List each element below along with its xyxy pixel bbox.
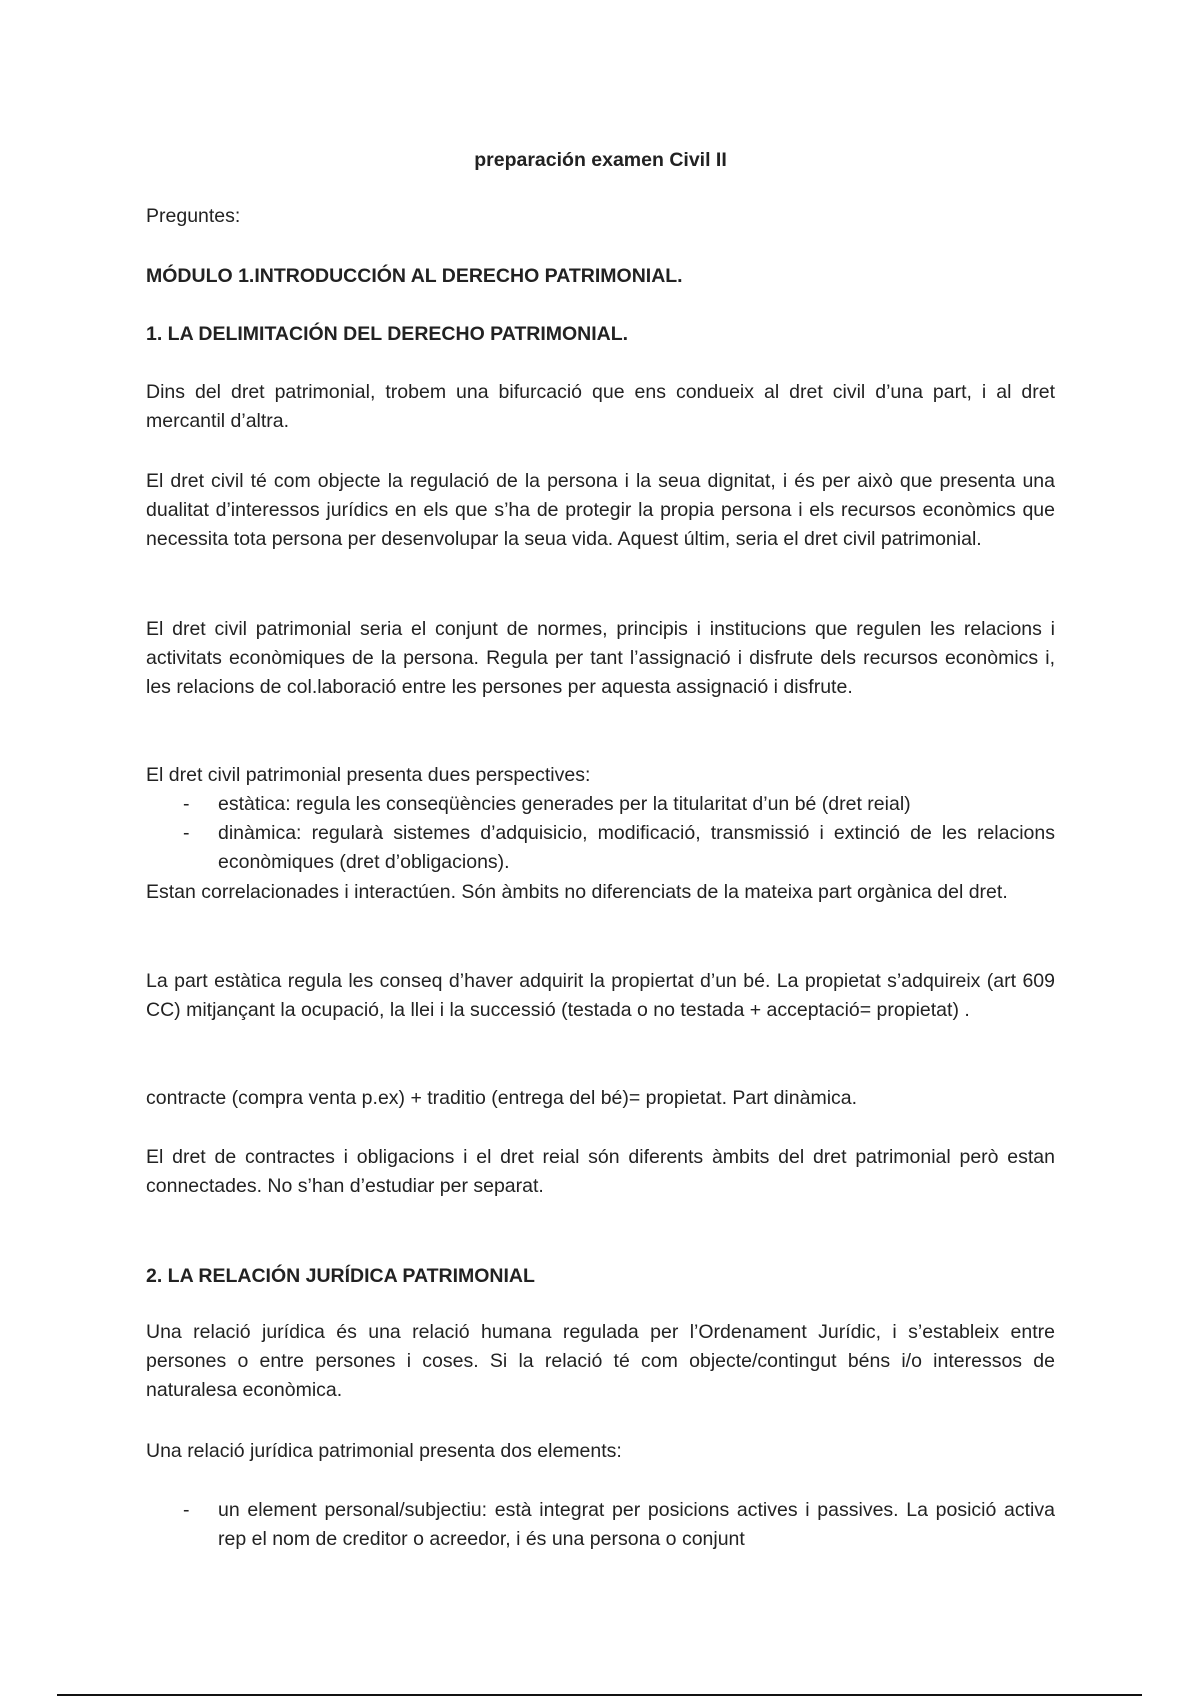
section-1-paragraph-5: La part estàtica regula les conseq d’haver adquirit la propiertat d’un bé. La propietat s’adquireix (art 609 CC) mitjançant la ocupació, la llei i la successió (testada o no testada + acceptació= propietat) .	[146, 970, 1055, 1022]
elements-list	[146, 1496, 1055, 1554]
perspectives-note: Estan correlacionades i interactúen. Són àmbits no diferenciats de la mateixa part orgànica del dret.	[146, 881, 1008, 903]
section-1-paragraph-6: contracte (compra venta p.ex) + traditio (entrega del bé)= propietat. Part dinàmica.	[146, 1087, 858, 1109]
list-item	[146, 1496, 1055, 1554]
bullet-dash: -	[183, 822, 190, 845]
list-item-text: dinàmica: regularà sistemes d’adquisicio, modificació, transmissió i extinció de les relacions econòmiques (dret d’obligacions).	[218, 822, 1055, 874]
list-item	[146, 790, 1055, 819]
list-item-text: un element personal/subjectiu: està integrat per posicions actives i passives. La posició activa rep el nom de creditor o acreedor, i és una persona o conjunt	[218, 1499, 1055, 1551]
section-1-paragraph-2: El dret civil té com objecte la regulació de la persona i la seua dignitat, i és per això que presenta una dualitat d’interessos jurídics en els que s’ha de protegir la propia persona i els recursos econòmics que necessita tota persona per desenvolupar la seua vida. Aquest últim, seria el dret civil patrimonial.	[146, 470, 1055, 551]
document-title: preparación examen Civil II	[474, 149, 727, 171]
list-item-text: estàtica: regula les conseqüències generades per la titularitat d’un bé (dret reial)	[218, 793, 911, 815]
list-item	[146, 819, 1055, 877]
section-1-paragraph-1: Dins del dret patrimonial, trobem una bifurcació que ens condueix al dret civil d’una part, i al dret mercantil d’altra.	[146, 381, 1055, 433]
page-bottom-rule	[57, 1694, 1142, 1696]
bullet-dash: -	[183, 793, 190, 815]
section-1-paragraph-3: El dret civil patrimonial seria el conjunt de normes, principis i institucions que regulen les relacions i activitats econòmiques de la persona. Regula per tant l’assignació i disfrute dels recursos econòmics i, les relacions de col.laboració entre les persones per aquesta assignació i disfrute.	[146, 618, 1055, 699]
perspectives-list	[146, 790, 1055, 878]
section-1-paragraph-7: El dret de contractes i obligacions i el dret reial són diferents àmbits del dret patrimonial però estan connectades. No s’han d’estudiar per separat.	[146, 1146, 1055, 1198]
section-2-heading: 2. LA RELACIÓN JURÍDICA PATRIMONIAL	[146, 1265, 535, 1287]
document-page	[146, 0, 1055, 1700]
section-2-paragraph-2: Una relació jurídica patrimonial presenta dos elements:	[146, 1440, 622, 1462]
perspectives-intro: El dret civil patrimonial presenta dues perspectives:	[146, 764, 591, 786]
section-2-paragraph-1: Una relació jurídica és una relació humana regulada per l’Ordenament Jurídic, i s’estableix entre persones o entre persones i coses. Si la relació té com objecte/contingut béns i/o interessos de naturalesa econòmica.	[146, 1321, 1055, 1402]
questions-label: Preguntes:	[146, 205, 241, 227]
module-heading: MÓDULO 1.INTRODUCCIÓN AL DERECHO PATRIMONIAL.	[146, 265, 683, 287]
bullet-dash: -	[183, 1499, 190, 1521]
section-1-heading: 1. LA DELIMITACIÓN DEL DERECHO PATRIMONIAL.	[146, 323, 629, 345]
